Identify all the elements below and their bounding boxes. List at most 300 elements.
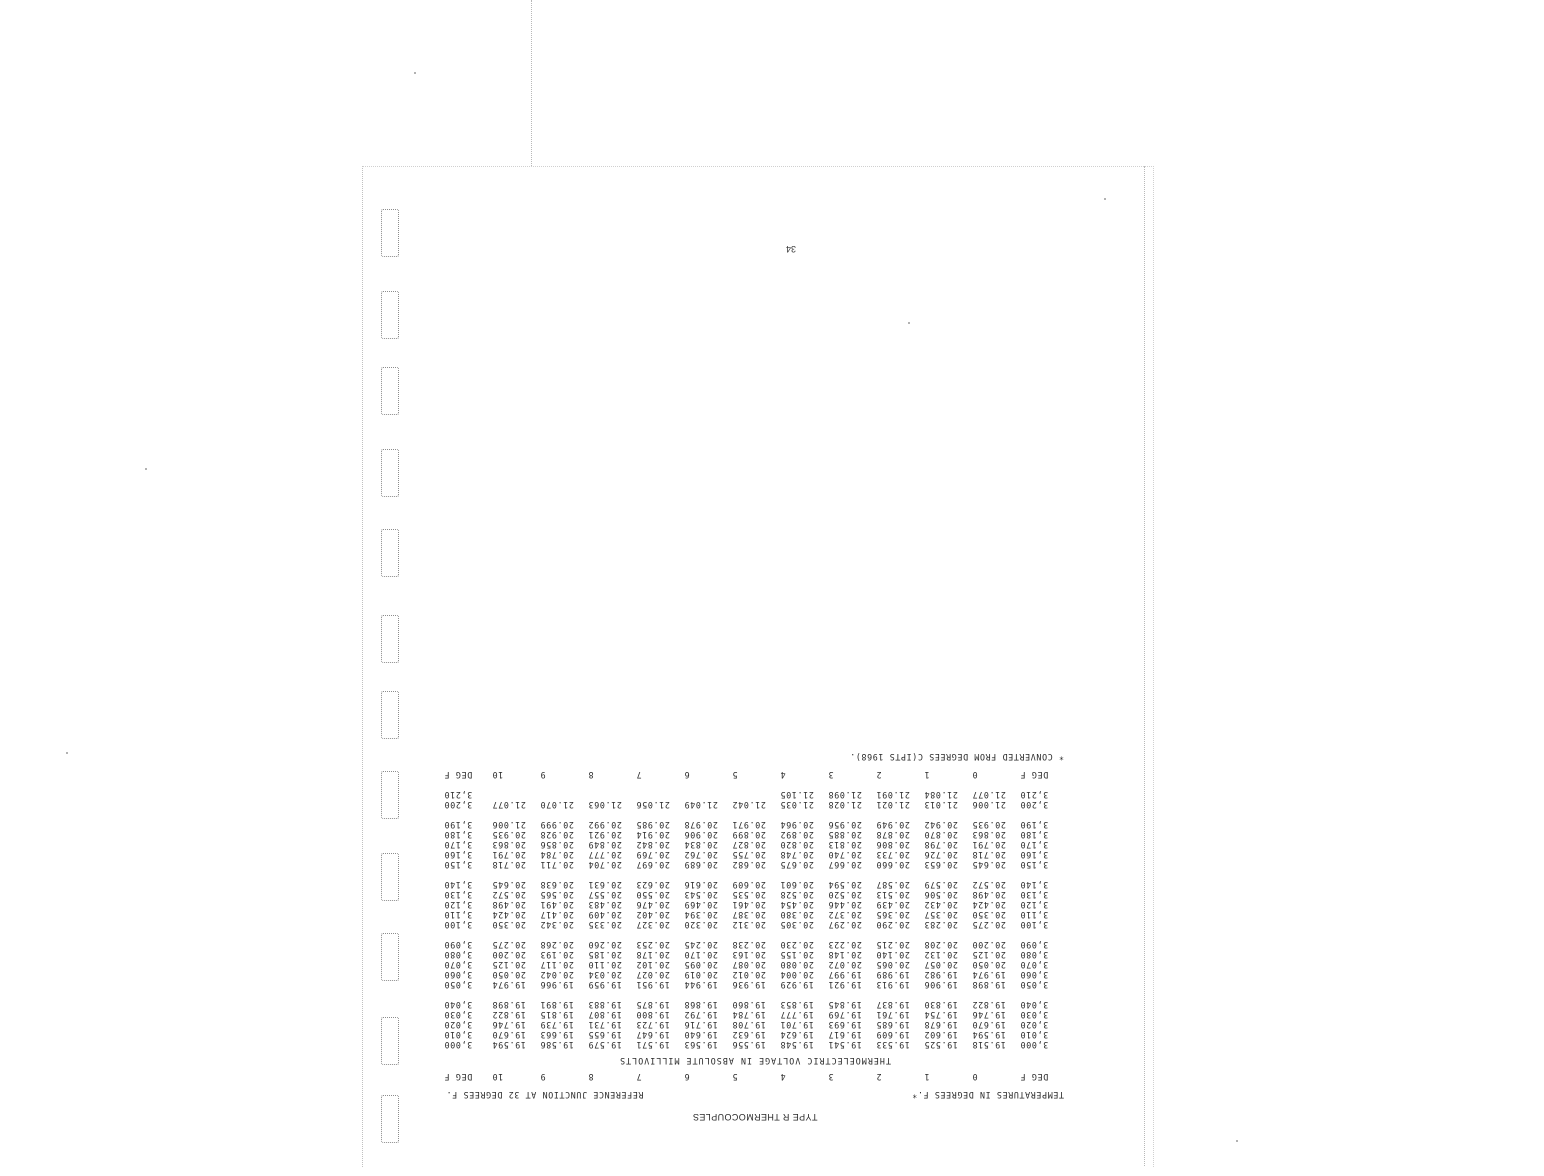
punch-hole <box>381 853 399 901</box>
millivolt-cell: 20.498 <box>972 890 1006 900</box>
millivolt-cell: 19.739 <box>540 1020 574 1030</box>
row-temperature-cell: 3,030 <box>1020 1010 1049 1020</box>
millivolt-cell: 20.327 <box>636 920 670 930</box>
column-header-cell: 9 <box>540 1072 546 1082</box>
punch-hole <box>381 1095 399 1143</box>
millivolt-cell: 20.878 <box>876 830 910 840</box>
millivolt-cell: 20.305 <box>780 920 814 930</box>
millivolt-cell: 20.132 <box>924 950 958 960</box>
millivolt-cell: 20.870 <box>924 830 958 840</box>
row-temperature-cell: 3,080 <box>1020 950 1049 960</box>
millivolt-cell: 20.050 <box>492 970 526 980</box>
millivolt-cell: 20.080 <box>780 960 814 970</box>
millivolt-cell: 19.982 <box>924 970 958 980</box>
millivolt-cell: 19.784 <box>732 1010 766 1020</box>
millivolt-cell: 21.098 <box>828 790 862 800</box>
punch-hole <box>381 771 399 819</box>
page-number: 34 <box>786 244 797 254</box>
table-subheading <box>440 1082 1070 1100</box>
millivolt-cell: 19.860 <box>732 1000 766 1010</box>
millivolt-cell <box>488 790 536 800</box>
millivolt-cell <box>680 790 728 800</box>
millivolt-cell: 20.842 <box>636 840 670 850</box>
millivolt-cell: 21.077 <box>492 800 526 810</box>
millivolt-cell: 20.372 <box>828 910 862 920</box>
block-spacer <box>440 990 1070 1000</box>
millivolt-cell: 20.200 <box>972 940 1006 950</box>
millivolt-cell: 20.928 <box>540 830 574 840</box>
millivolt-cell: 21.070 <box>540 800 574 810</box>
millivolt-cell: 19.670 <box>492 1030 526 1040</box>
millivolt-cell: 19.602 <box>924 1030 958 1040</box>
millivolt-cell: 19.678 <box>924 1020 958 1030</box>
table-row <box>440 970 1070 980</box>
millivolt-cell: 20.275 <box>972 920 1006 930</box>
millivolt-cell: 20.275 <box>492 940 526 950</box>
table-row <box>440 960 1070 970</box>
column-header-row <box>440 1066 1070 1082</box>
millivolt-cell: 20.528 <box>780 890 814 900</box>
millivolt-cell: 20.087 <box>732 960 766 970</box>
millivolt-cell: 19.685 <box>876 1020 910 1030</box>
millivolt-cell: 21.006 <box>492 820 526 830</box>
millivolt-cell: 20.985 <box>636 820 670 830</box>
row-temperature-cell: 3,050 <box>1020 980 1049 990</box>
row-temperature-cell: 3,170 <box>1020 840 1049 850</box>
punch-hole <box>381 529 399 577</box>
millivolt-cell: 20.125 <box>492 960 526 970</box>
row-temperature-cell: 3,130 <box>444 890 473 900</box>
millivolt-cell: 20.446 <box>828 900 862 910</box>
millivolt-cell: 20.200 <box>492 950 526 960</box>
millivolt-cell: 21.006 <box>972 800 1006 810</box>
millivolt-cell: 21.091 <box>876 790 910 800</box>
millivolt-cell: 21.013 <box>924 800 958 810</box>
millivolt-cell: 19.769 <box>828 1010 862 1020</box>
column-header-cell: 0 <box>972 1072 978 1082</box>
millivolt-cell: 19.951 <box>636 980 670 990</box>
millivolt-cell: 19.800 <box>636 1010 670 1020</box>
row-temperature-cell: 3,060 <box>444 970 473 980</box>
column-header-cell: DEG F <box>444 1072 473 1082</box>
millivolt-cell: 20.791 <box>972 840 1006 850</box>
column-header-cell: 6 <box>684 770 690 780</box>
millivolt-cell: 19.571 <box>636 1040 670 1050</box>
column-header-cell: 5 <box>732 1072 738 1082</box>
millivolt-cell: 20.921 <box>588 830 622 840</box>
millivolt-cell: 20.820 <box>780 840 814 850</box>
millivolt-cell: 20.834 <box>684 840 718 850</box>
millivolt-cell: 19.708 <box>732 1020 766 1030</box>
row-temperature-cell: 3,020 <box>444 1020 473 1030</box>
millivolt-cell: 20.535 <box>732 890 766 900</box>
punch-hole <box>381 1017 399 1065</box>
millivolt-cell: 19.609 <box>876 1030 910 1040</box>
row-temperature-cell: 3,040 <box>1020 1000 1049 1010</box>
punch-hole <box>381 291 399 339</box>
column-header-cell: 10 <box>492 1072 504 1082</box>
row-temperature-cell: 3,110 <box>444 910 473 920</box>
millivolt-cell: 20.057 <box>924 960 958 970</box>
row-temperature-cell: 3,050 <box>444 980 473 990</box>
millivolt-cell: 20.971 <box>732 820 766 830</box>
millivolt-cell: 20.238 <box>732 940 766 950</box>
millivolt-cell: 20.704 <box>588 860 622 870</box>
table-row <box>440 1040 1070 1050</box>
millivolt-cell: 20.942 <box>924 820 958 830</box>
millivolt-cell: 20.623 <box>636 880 670 890</box>
table-row <box>440 940 1070 950</box>
table-row <box>440 1020 1070 1030</box>
millivolt-cell: 20.283 <box>924 920 958 930</box>
millivolt-cell: 19.624 <box>780 1030 814 1040</box>
millivolt-cell: 21.028 <box>828 800 862 810</box>
millivolt-cell: 20.409 <box>588 910 622 920</box>
millivolt-cell: 20.798 <box>924 840 958 850</box>
millivolt-cell: 19.944 <box>684 980 718 990</box>
millivolt-cell: 20.733 <box>876 850 910 860</box>
millivolt-cell: 20.140 <box>876 950 910 960</box>
millivolt-cell: 19.989 <box>876 970 910 980</box>
column-header-cell: 8 <box>588 1072 594 1082</box>
millivolt-cell: 19.830 <box>924 1000 958 1010</box>
table-row <box>440 1030 1070 1040</box>
table-row <box>440 790 1070 800</box>
millivolt-cell: 20.748 <box>780 850 814 860</box>
column-header-cell: 1 <box>924 1072 930 1082</box>
row-temperature-cell: 3,190 <box>444 820 473 830</box>
millivolt-cell: 19.746 <box>492 1020 526 1030</box>
millivolt-cell: 20.350 <box>492 920 526 930</box>
row-temperature-cell: 3,100 <box>1020 920 1049 930</box>
millivolt-cell: 19.845 <box>828 1000 862 1010</box>
millivolt-cell: 20.777 <box>588 850 622 860</box>
millivolt-cell: 19.837 <box>876 1000 910 1010</box>
millivolt-cell: 20.587 <box>876 880 910 890</box>
row-temperature-cell: 3,070 <box>1020 960 1049 970</box>
column-header-cell: 1 <box>924 770 930 780</box>
thermocouple-table-sheet <box>440 716 1070 1126</box>
millivolt-cell: 19.548 <box>780 1040 814 1050</box>
scan-speck <box>1236 1140 1238 1142</box>
millivolt-cell: 20.506 <box>924 890 958 900</box>
column-header-cell: 2 <box>876 1072 882 1082</box>
column-header-cell: 6 <box>684 1072 690 1082</box>
millivolt-cell: 20.718 <box>492 860 526 870</box>
units-label: TEMPERATURES IN DEGREES F.* <box>911 1090 1064 1100</box>
millivolt-cell: 20.885 <box>828 830 862 840</box>
millivolt-cell: 20.253 <box>636 940 670 950</box>
table-row <box>440 860 1070 870</box>
row-temperature-cell: 3,000 <box>444 1040 473 1050</box>
millivolt-cell: 20.476 <box>636 900 670 910</box>
punch-hole <box>381 933 399 981</box>
millivolt-cell: 20.185 <box>588 950 622 960</box>
millivolt-cell: 19.815 <box>540 1010 574 1020</box>
column-header-cell: 9 <box>540 770 546 780</box>
table-row <box>440 950 1070 960</box>
row-temperature-cell: 3,170 <box>444 840 473 850</box>
millivolt-cell: 20.454 <box>780 900 814 910</box>
millivolt-cell: 20.215 <box>876 940 910 950</box>
millivolt-cell: 20.491 <box>540 900 574 910</box>
millivolt-cell: 19.875 <box>636 1000 670 1010</box>
millivolt-cell: 20.155 <box>780 950 814 960</box>
millivolt-cell: 20.469 <box>684 900 718 910</box>
millivolt-cell: 19.761 <box>876 1010 910 1020</box>
millivolt-cell: 20.565 <box>540 890 574 900</box>
millivolt-cell: 19.913 <box>876 980 910 990</box>
punch-hole <box>381 449 399 497</box>
block-spacer <box>440 870 1070 880</box>
millivolt-cell: 20.004 <box>780 970 814 980</box>
table-row <box>440 800 1070 810</box>
millivolt-cell: 20.813 <box>828 840 862 850</box>
column-header-cell: 8 <box>588 770 594 780</box>
millivolt-cell: 20.667 <box>828 860 862 870</box>
millivolt-cell: 20.784 <box>540 850 574 860</box>
table-row <box>440 840 1070 850</box>
row-temperature-cell: 3,100 <box>444 920 473 930</box>
millivolt-cell: 20.461 <box>732 900 766 910</box>
millivolt-cell: 20.682 <box>732 860 766 870</box>
millivolt-cell: 20.042 <box>540 970 574 980</box>
row-temperature-cell: 3,020 <box>1020 1020 1049 1030</box>
millivolt-cell: 19.518 <box>972 1040 1006 1050</box>
column-header-cell: 4 <box>780 1072 786 1082</box>
column-header-cell: 0 <box>972 770 978 780</box>
row-temperature-cell: 3,210 <box>1020 790 1049 800</box>
millivolt-cell: 19.921 <box>828 980 862 990</box>
millivolt-cell: 19.974 <box>492 980 526 990</box>
millivolt-cell: 20.572 <box>492 890 526 900</box>
millivolt-cell: 20.550 <box>636 890 670 900</box>
millivolt-cell: 20.675 <box>780 860 814 870</box>
millivolt-cell: 19.594 <box>492 1040 526 1050</box>
millivolt-cell: 19.777 <box>780 1010 814 1020</box>
table-row <box>440 850 1070 860</box>
row-temperature-cell: 3,160 <box>444 850 473 860</box>
column-header-cell: DEG F <box>444 770 473 780</box>
millivolt-cell: 19.670 <box>972 1020 1006 1030</box>
millivolt-cell: 20.892 <box>780 830 814 840</box>
punch-hole <box>381 367 399 415</box>
millivolt-cell: 19.594 <box>972 1030 1006 1040</box>
millivolt-cell: 20.245 <box>684 940 718 950</box>
millivolt-cell: 20.102 <box>636 960 670 970</box>
millivolt-cell: 19.883 <box>588 1000 622 1010</box>
millivolt-cell: 19.541 <box>828 1040 862 1050</box>
table-row <box>440 980 1070 990</box>
millivolt-cell: 20.645 <box>492 880 526 890</box>
table-row <box>440 900 1070 910</box>
millivolt-cell <box>536 790 584 800</box>
table-title: TYPE R THERMOCOUPLES <box>692 1112 818 1122</box>
millivolt-cell <box>584 790 632 800</box>
millivolt-cell: 20.170 <box>684 950 718 960</box>
millivolt-cell: 20.645 <box>972 860 1006 870</box>
millivolt-cell: 20.498 <box>492 900 526 910</box>
row-temperature-cell: 3,070 <box>444 960 473 970</box>
millivolt-cell: 20.483 <box>588 900 622 910</box>
millivolt-cell: 19.891 <box>540 1000 574 1010</box>
millivolt-cell: 20.935 <box>972 820 1006 830</box>
millivolt-cell: 20.342 <box>540 920 574 930</box>
millivolt-cell: 20.230 <box>780 940 814 950</box>
row-temperature-cell: 3,010 <box>1020 1030 1049 1040</box>
millivolt-cell: 20.631 <box>588 880 622 890</box>
millivolt-cell: 19.997 <box>828 970 862 980</box>
row-temperature-cell: 3,110 <box>1020 910 1049 920</box>
millivolt-cell: 20.863 <box>972 830 1006 840</box>
millivolt-cell: 19.898 <box>972 980 1006 990</box>
reference-junction-label: REFERENCE JUNCTION AT 32 DEGREES F. <box>446 1090 644 1100</box>
millivolt-cell: 20.978 <box>684 820 718 830</box>
millivolt-cell: 20.193 <box>540 950 574 960</box>
millivolt-cell: 20.178 <box>636 950 670 960</box>
millivolt-cell: 21.084 <box>924 790 958 800</box>
column-header-cell: 10 <box>492 770 504 780</box>
millivolt-cell: 20.689 <box>684 860 718 870</box>
column-header-cell: 7 <box>636 770 642 780</box>
block-spacer <box>440 930 1070 940</box>
millivolt-cell: 20.335 <box>588 920 622 930</box>
millivolt-cell: 20.579 <box>924 880 958 890</box>
millivolt-cell: 19.974 <box>972 970 1006 980</box>
millivolt-cell: 20.616 <box>684 880 718 890</box>
row-temperature-cell: 3,150 <box>1020 860 1049 870</box>
millivolt-cell: 20.290 <box>876 920 910 930</box>
millivolt-cell: 20.072 <box>828 960 862 970</box>
row-temperature-cell: 3,130 <box>1020 890 1049 900</box>
row-temperature-cell: 3,200 <box>444 800 473 810</box>
millivolt-cell: 19.701 <box>780 1020 814 1030</box>
row-temperature-cell: 3,180 <box>1020 830 1049 840</box>
punch-hole <box>381 615 399 663</box>
millivolt-cell: 20.849 <box>588 840 622 850</box>
footnote: * CONVERTED FROM DEGREES C(IPTS 1968). <box>849 752 1064 762</box>
millivolt-cell: 20.914 <box>636 830 670 840</box>
millivolt-cell: 19.792 <box>684 1010 718 1020</box>
millivolt-cell: 20.740 <box>828 850 862 860</box>
millivolt-cell: 20.711 <box>540 860 574 870</box>
millivolt-cell: 19.868 <box>684 1000 718 1010</box>
millivolt-cell: 20.297 <box>828 920 862 930</box>
table-row <box>440 1000 1070 1010</box>
row-temperature-cell: 3,190 <box>1020 820 1049 830</box>
millivolt-cell: 20.380 <box>780 910 814 920</box>
millivolt-cell: 19.959 <box>588 980 622 990</box>
block-spacer <box>440 780 1070 790</box>
millivolt-cell: 20.863 <box>492 840 526 850</box>
table-row <box>440 1010 1070 1020</box>
row-temperature-cell: 3,160 <box>1020 850 1049 860</box>
millivolt-cell: 19.655 <box>588 1030 622 1040</box>
table-row <box>440 890 1070 900</box>
millivolt-cell: 19.617 <box>828 1030 862 1040</box>
column-header-cell: DEG F <box>1020 1072 1049 1082</box>
row-temperature-cell: 3,200 <box>1020 800 1049 810</box>
millivolt-cell: 21.021 <box>876 800 910 810</box>
row-temperature-cell: 3,180 <box>444 830 473 840</box>
millivolt-cell: 19.693 <box>828 1020 862 1030</box>
column-header-cell: 5 <box>732 770 738 780</box>
row-temperature-cell: 3,210 <box>444 790 473 800</box>
millivolt-cell: 20.935 <box>492 830 526 840</box>
millivolt-cell: 19.533 <box>876 1040 910 1050</box>
millivolt-cell: 20.827 <box>732 840 766 850</box>
millivolt-cell: 20.594 <box>828 880 862 890</box>
millivolt-cell: 20.638 <box>540 880 574 890</box>
table-caption: THERMOELECTRIC VOLTAGE IN ABSOLUTE MILLIVOLTS <box>619 1056 891 1066</box>
column-header-cell: 3 <box>828 1072 834 1082</box>
row-temperature-cell: 3,080 <box>444 950 473 960</box>
millivolt-cell: 20.806 <box>876 840 910 850</box>
millivolt-cell: 21.042 <box>732 800 766 810</box>
millivolt-cell: 20.223 <box>828 940 862 950</box>
millivolt-cell: 20.755 <box>732 850 766 860</box>
column-header-cell: 7 <box>636 1072 642 1082</box>
millivolt-cell: 19.822 <box>492 1010 526 1020</box>
millivolt-cell: 20.148 <box>828 950 862 960</box>
table-row <box>440 830 1070 840</box>
millivolt-cell: 19.731 <box>588 1020 622 1030</box>
millivolt-cell: 19.579 <box>588 1040 622 1050</box>
millivolt-cell: 19.716 <box>684 1020 718 1030</box>
scan-edge-line <box>531 0 532 166</box>
millivolt-cell: 20.394 <box>684 910 718 920</box>
millivolt-cell: 20.357 <box>924 910 958 920</box>
millivolt-cell: 20.520 <box>828 890 862 900</box>
millivolt-cell: 20.402 <box>636 910 670 920</box>
scan-speck <box>66 752 68 754</box>
millivolt-cell: 20.260 <box>588 940 622 950</box>
table-row <box>440 910 1070 920</box>
scan-speck <box>414 72 416 74</box>
millivolt-cell: 20.027 <box>636 970 670 980</box>
row-temperature-cell: 3,120 <box>1020 900 1049 910</box>
row-temperature-cell: 3,000 <box>1020 1040 1049 1050</box>
millivolt-cell <box>632 790 680 800</box>
millivolt-cell: 20.791 <box>492 850 526 860</box>
block-spacer <box>440 810 1070 820</box>
row-temperature-cell: 3,140 <box>1020 880 1049 890</box>
millivolt-cell: 20.424 <box>972 900 1006 910</box>
millivolt-cell: 20.320 <box>684 920 718 930</box>
millivolt-cell: 19.632 <box>732 1030 766 1040</box>
millivolt-cell: 21.105 <box>780 790 814 800</box>
millivolt-cell: 20.095 <box>684 960 718 970</box>
millivolt-cell: 20.208 <box>924 940 958 950</box>
millivolt-cell: 20.697 <box>636 860 670 870</box>
millivolt-cell: 19.822 <box>972 1000 1006 1010</box>
millivolt-cell: 20.956 <box>828 820 862 830</box>
millivolt-cell: 20.601 <box>780 880 814 890</box>
millivolt-cell: 20.163 <box>732 950 766 960</box>
millivolt-cell: 20.660 <box>876 860 910 870</box>
millivolt-cell <box>728 790 776 800</box>
millivolt-cell: 20.762 <box>684 850 718 860</box>
row-temperature-cell: 3,150 <box>444 860 473 870</box>
millivolt-cell: 20.609 <box>732 880 766 890</box>
row-temperature-cell: 3,040 <box>444 1000 473 1010</box>
millivolt-cell: 19.936 <box>732 980 766 990</box>
millivolt-cell: 19.754 <box>924 1010 958 1020</box>
millivolt-cell: 20.034 <box>588 970 622 980</box>
millivolt-cell: 20.065 <box>876 960 910 970</box>
millivolt-cell: 19.746 <box>972 1010 1006 1020</box>
millivolt-cell: 19.966 <box>540 980 574 990</box>
